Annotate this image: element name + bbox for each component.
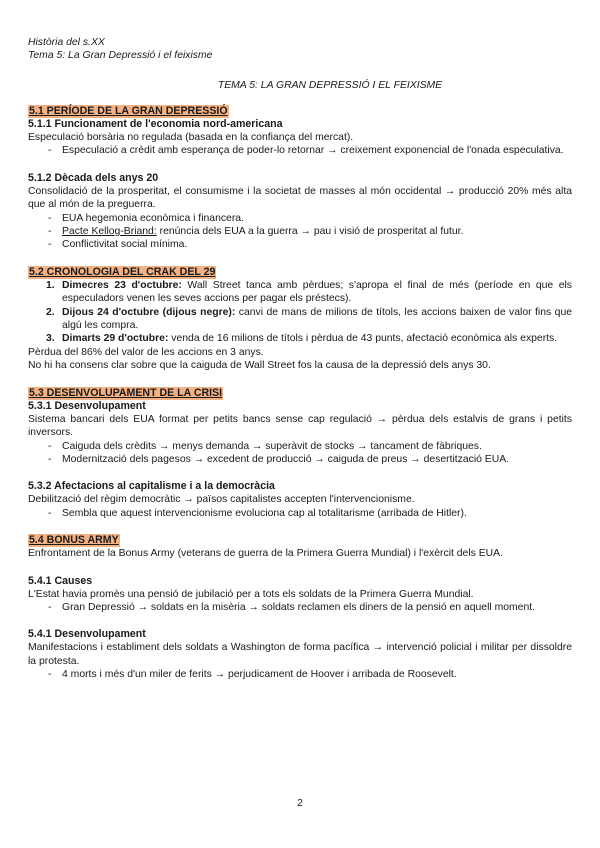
paragraph: Pèrdua del 86% del valor de les accions en 3 anys. bbox=[28, 346, 264, 358]
header-line-2: Tema 5: La Gran Depressió i el feixisme bbox=[28, 50, 213, 61]
list-item-text: venda de 16 milions de títols i pèrdua de 43 punts, afectació econòmica als experts. bbox=[168, 333, 558, 345]
subsection-title-5-4-1-desenvolupament: 5.4.1 Desenvolupament bbox=[28, 628, 146, 641]
list-number: 2. bbox=[46, 306, 55, 318]
page-number: 2 bbox=[297, 798, 303, 809]
list-item: - Sembla que aquest intervencionisme evoluciona cap al totalitarisme (arribada de Hitler). bbox=[28, 507, 572, 520]
underlined-term: Pacte Kellog-Briand: bbox=[62, 226, 157, 238]
subsection-title-5-1-2: 5.1.2 Dècada dels anys 20 bbox=[28, 171, 159, 184]
list-item: - Modernització dels pagesos → excedent de producció → caiguda de preus → desertització EUA. bbox=[28, 453, 572, 466]
paragraph: Sistema bancari dels EUA format per petits bancs sense cap regulació → pèrdua dels estalvis de grans i petits inversors. bbox=[28, 413, 572, 439]
date-label: Dimecres 23 d'octubre: bbox=[62, 279, 182, 291]
numbered-list bbox=[28, 279, 572, 346]
subsection-title-5-3-1: 5.3.1 Desenvolupament bbox=[28, 399, 146, 412]
list-item: - 4 morts i més d'un miler de ferits → perjudicament de Hoover i arribada de Roosevelt. bbox=[28, 668, 572, 681]
bullet-list bbox=[28, 144, 572, 157]
list-number: 1. bbox=[46, 279, 55, 291]
header-line-1: Història del s.XX bbox=[28, 37, 105, 48]
list-item bbox=[28, 225, 572, 238]
list-item-text: canvi de mans de milions de títols, les accions baixen de valor fins que algú les compra. bbox=[62, 306, 572, 332]
date-label: Dijous 24 d'octubre (dijous negre): bbox=[62, 306, 236, 318]
section-title-5-1: 5.1 PERÍODE DE LA GRAN DEPRESSIÓ bbox=[29, 105, 228, 117]
bullet-list bbox=[28, 212, 572, 252]
paragraph: No hi ha consens clar sobre que la caiguda de Wall Street fos la causa de la depressió dels anys 30. bbox=[28, 360, 491, 372]
list-item: - Caiguda dels crèdits → menys demanda → superàvit de stocks → tancament de fàbriques. bbox=[28, 440, 572, 453]
bullet-list bbox=[28, 601, 572, 614]
document-title: TEMA 5: LA GRAN DEPRESSIÓ I EL FEIXISME bbox=[217, 80, 443, 91]
paragraph: Manifestacions i establiment dels soldats a Washington de forma pacífica → intervenció policial i militar per dissoldre la protesta. bbox=[28, 642, 572, 667]
paragraph: Especulació borsària no regulada (basada en la confiança del mercat). bbox=[28, 132, 354, 143]
section-title-5-3: 5.3 DESENVOLUPAMENT DE LA CRISI bbox=[29, 386, 223, 399]
bullet-list bbox=[28, 668, 572, 681]
section-title-5-2: 5.2 CRONOLOGIA DEL CRAK DEL 29 bbox=[29, 265, 216, 278]
paragraph: Consolidació de la prosperitat, el consumisme i la societat de masses al món occidental → producció 20% més alta que al món de la preguerra. bbox=[28, 185, 572, 211]
list-item: - EUA hegemonia econòmica i financera. bbox=[28, 212, 572, 225]
list-item: - Especulació a crèdit amb esperança de poder-lo retornar → creixement exponencial de l'onada especulativa. bbox=[28, 144, 572, 157]
document-page bbox=[28, 36, 572, 682]
subsection-title-5-4-1: 5.4.1 Causes bbox=[28, 574, 93, 587]
date-label: Dimarts 29 d'octubre: bbox=[62, 333, 169, 345]
section-title-5-4: 5.4 BONUS ARMY bbox=[29, 534, 119, 547]
list-item bbox=[28, 279, 572, 306]
list-item-text: Wall Street tanca amb pèrdues; s'apropa el final de més (període en que els especuladors venen les seves accions per pagar els préstecs). bbox=[62, 279, 572, 305]
bullet-list bbox=[28, 507, 572, 520]
list-number: 3. bbox=[46, 333, 55, 345]
list-item bbox=[28, 332, 572, 345]
list-item bbox=[28, 306, 572, 333]
paragraph: L'Estat havia promès una pensió de jubilació per a tots els soldats de la Primera Guerra Mundial. bbox=[28, 588, 474, 600]
subsection-title-5-1-1: 5.1.1 Funcionament de l'economia nord-americana bbox=[28, 118, 283, 130]
list-item: - Conflictivitat social mínima. bbox=[28, 238, 572, 251]
subsection-title-5-3-2: 5.3.2 Afectacions al capitalisme i a la democràcia bbox=[28, 480, 275, 493]
list-item-text: renúncia dels EUA a la guerra → pau i visió de prosperitat al futur. bbox=[156, 226, 464, 238]
bullet-list bbox=[28, 440, 572, 467]
list-item: - Gran Depressió → soldats en la misèria → soldats reclamen els diners de la pensió en aquell moment. bbox=[28, 601, 572, 614]
paragraph: Debilització del règim democràtic → països capitalistes accepten l'intervencionisme. bbox=[28, 494, 415, 506]
paragraph: Enfrontament de la Bonus Army (veterans de guerra de la Primera Guerra Mundial) i l'exèrcit dels EUA. bbox=[28, 548, 503, 560]
